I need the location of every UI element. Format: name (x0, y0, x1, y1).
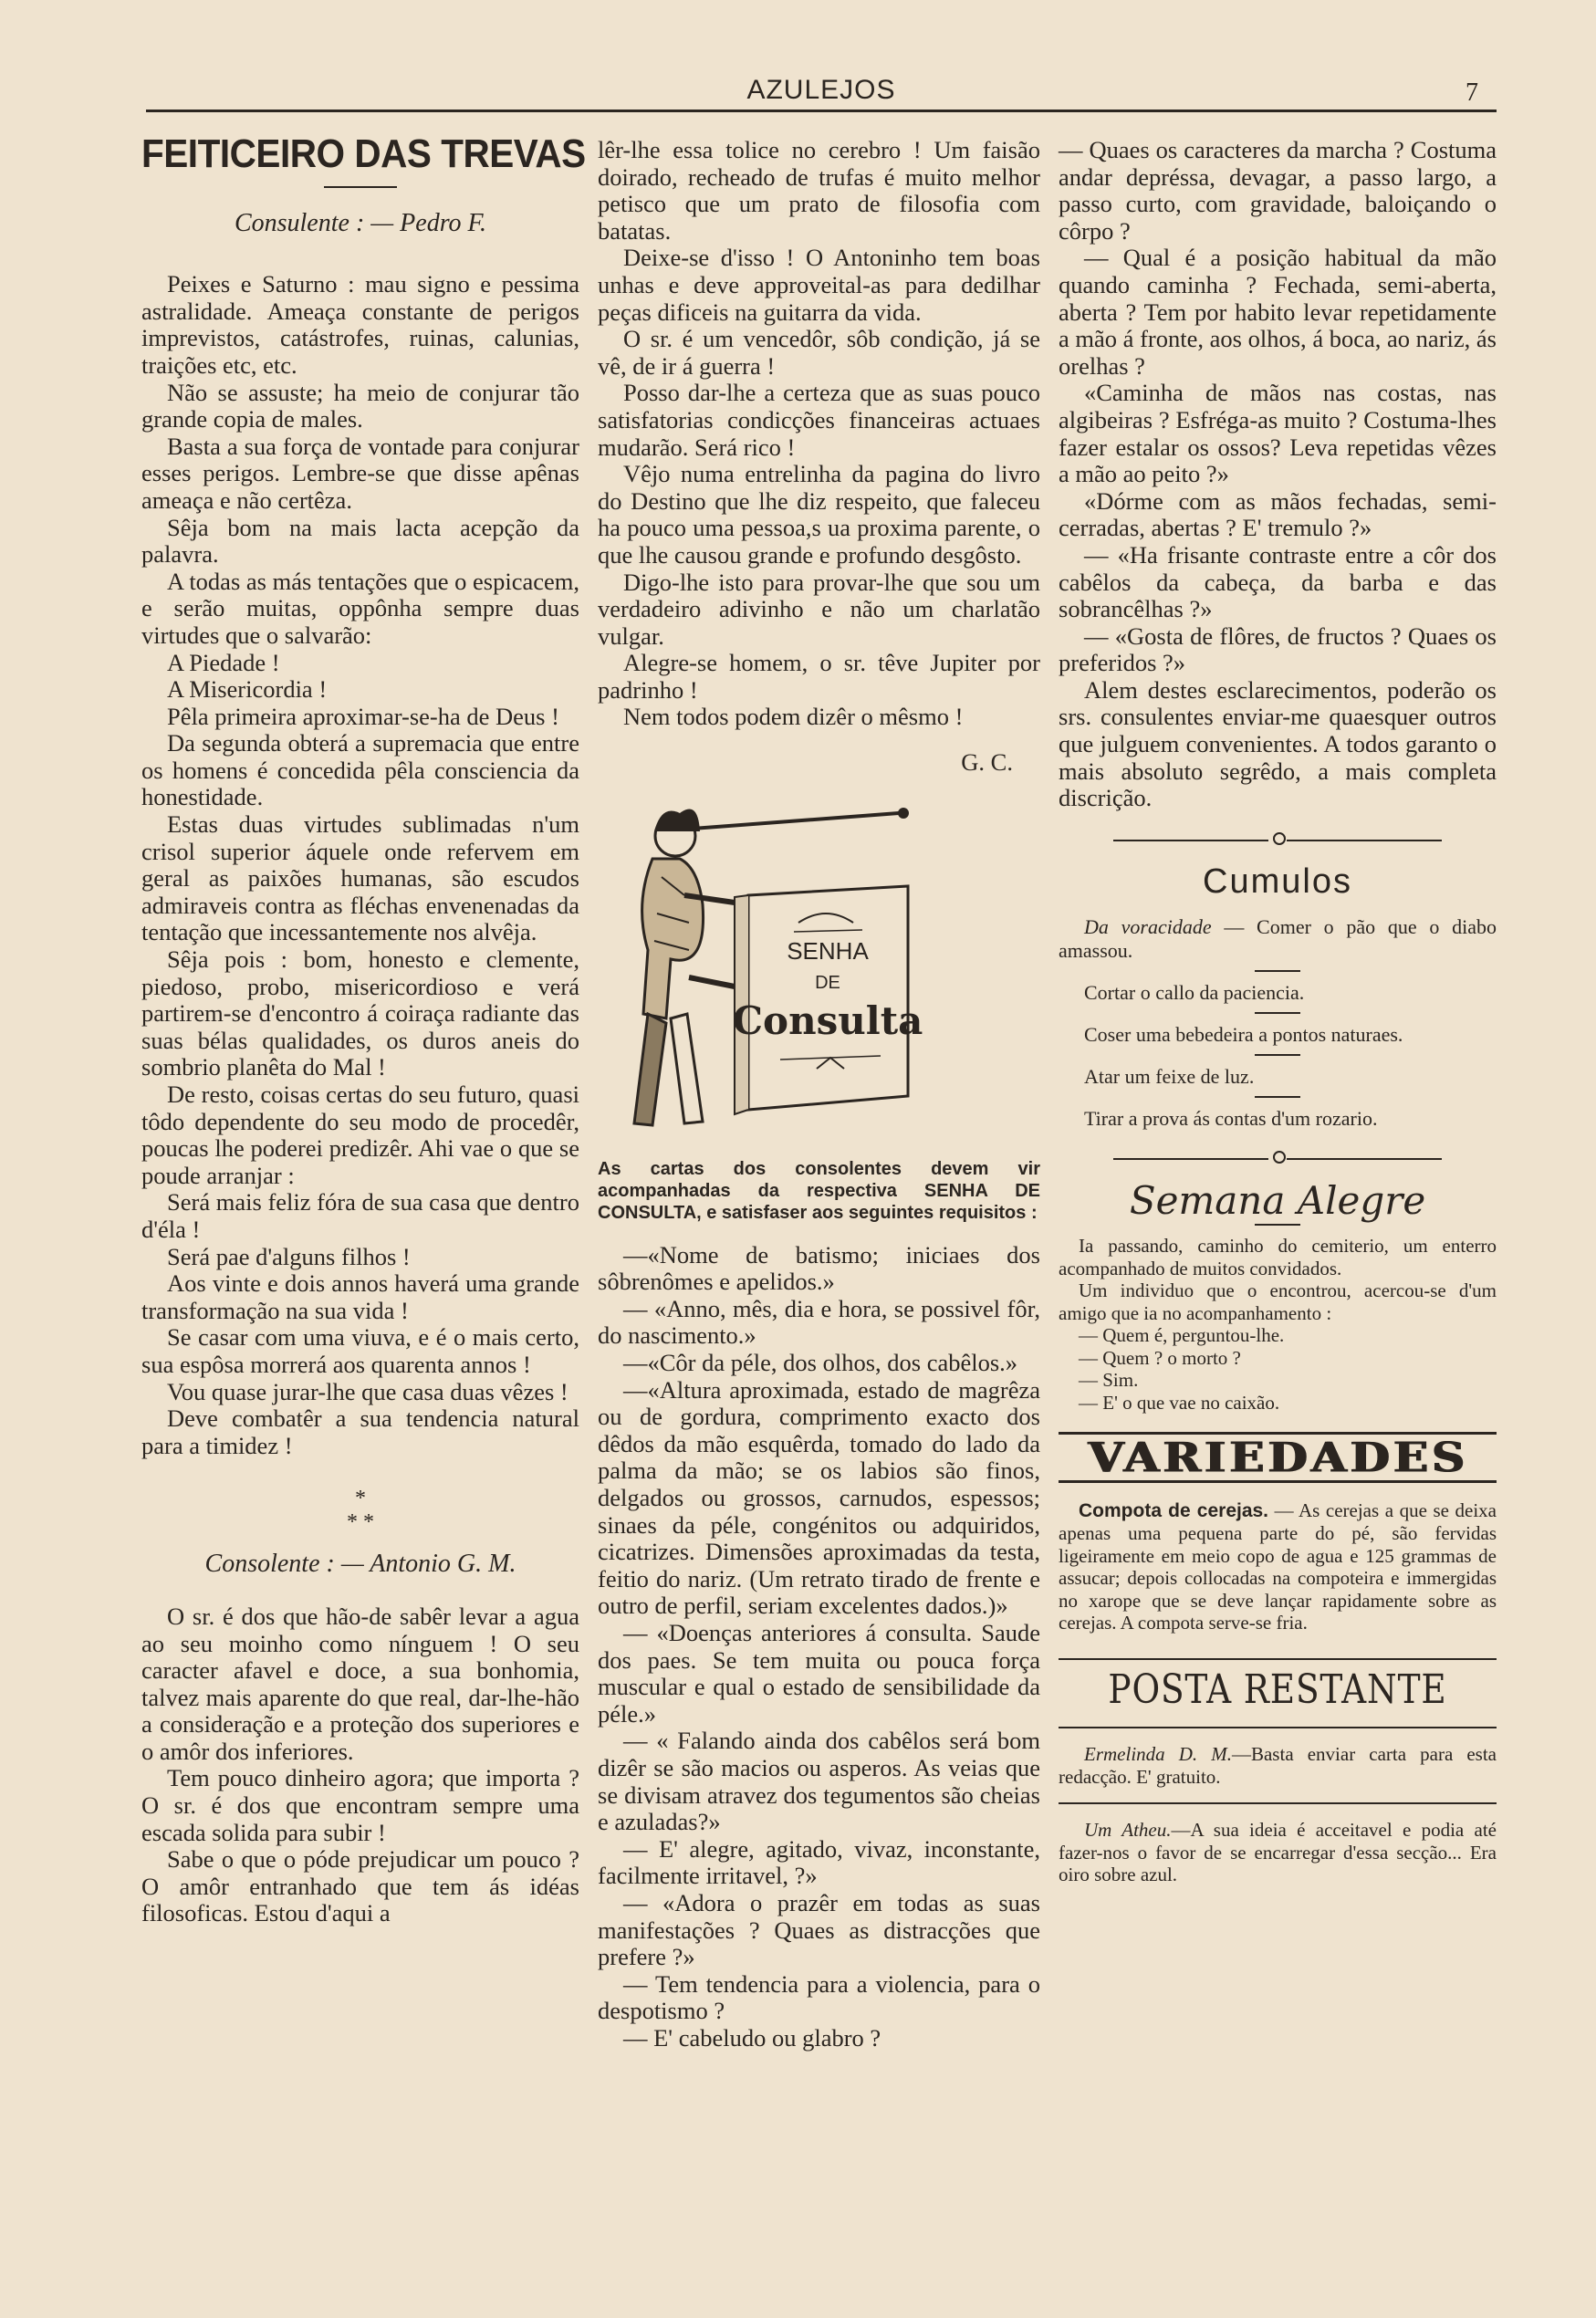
requisito: — Tem tendencia para a violencia, para o despotismo ? (598, 1969, 1040, 2025)
posta-text: —Basta enviar carta para esta redacção. E' gratuito. (1059, 1743, 1497, 1788)
horoscope-body-1 (141, 271, 579, 1459)
column-1 (141, 131, 586, 1927)
anecdote-line: — Quem ? o morto ? (1079, 1346, 1241, 1369)
requisito: — «Anno, mês, dia e hora, se possivel fôr, do nascimento.» (598, 1294, 1040, 1350)
page-number: 7 (1466, 78, 1478, 107)
requisito: —«Nome de batismo; iniciaes dos sôbrenômes e apelidos.» (598, 1240, 1040, 1296)
cumulos-item: Atar um feixe de luz. (1084, 1065, 1255, 1089)
divider (1059, 1658, 1497, 1660)
paragraph: De resto, coisas certas do seu futuro, quasi tôdo dependente do seu modo de procedêr, poucas lhe poderei predizêr. Ahi vae o que se poude arranjar : (141, 1081, 579, 1189)
illustration-line3: Consulta (732, 997, 923, 1043)
divider (1255, 970, 1300, 972)
horoscope-body-2 (141, 1603, 579, 1927)
signature: G. C. (961, 748, 1013, 777)
divider (324, 186, 397, 188)
semana-alegre-title: Semana Alegre (1129, 1178, 1426, 1224)
paragraph: «Dórme com as mãos fechadas, semi-cerradas, abertas ? E' tremulo ?» (1059, 486, 1497, 542)
paragraph: Se casar com uma viuva, e é o mais certo, sua espôsa morrerá aos quarenta annos ! (141, 1323, 579, 1378)
paragraph: Basta a sua força de vontade para conjurar esses perigos. Lembre-se que disse apênas ameaça e não certêza. (141, 432, 579, 514)
asterism-top: * (355, 1487, 366, 1511)
paragraph: Pêla primeira aproximar-se-ha de Deus ! (167, 702, 559, 730)
consulente-heading: Consulente : — Pedro F. (234, 208, 487, 237)
paragraph: — «Ha frisante contraste entre a côr dos cabêlos da cabeça, da barba e das sobrancêlhas ?» (1059, 540, 1497, 623)
anecdote-line: — Quem é, perguntou-lhe. (1079, 1324, 1285, 1347)
anecdote-line: Ia passando, caminho do cemiterio, um enterro acompanhado de muitos convidados. (1059, 1235, 1497, 1279)
compota-recipe (1059, 1499, 1497, 1634)
paragraph: Da segunda obterá a supremacia que entre os homens é concedida pêla consciencia da honestidade. (141, 729, 579, 811)
anecdote-line: Um individuo que o encontrou, acercou-se d'um amigo que ia no acompanhamento : (1059, 1279, 1497, 1324)
cumulos-item: Coser uma bebedeira a pontos naturaes. (1084, 1023, 1403, 1047)
compota-text: — As cerejas a que se deixa apenas uma pequena parte do pé, são fervidas ligeiramente em meio copo de agua e 125 grammas de assucar; depois collocadas na compoteira e immergidas no xarope que se deve lançar rapidamente sobre as cerejas. A compota serve-se fria. (1059, 1498, 1497, 1634)
compota-heading: Compota de cerejas. (1079, 1499, 1269, 1521)
cumulos-item: Cortar o callo da paciencia. (1084, 981, 1305, 1005)
paragraph: Sabe o que o póde prejudicar um pouco ? O amôr entranhado que tem ás idéas filosoficas. Estou d'aqui a (141, 1845, 579, 1927)
paragraph: Será mais feliz fóra de sua casa que dentro d'éla ! (141, 1188, 579, 1243)
paragraph: Será pae d'alguns filhos ! (167, 1242, 411, 1270)
cumulos-text: — Comer o pão que o diabo amassou. (1059, 915, 1497, 963)
cumulos-item (1059, 915, 1497, 963)
paragraph: Alegre-se homem, o sr. têve Jupiter por padrinho ! (598, 649, 1040, 704)
column-3 (1059, 137, 1497, 1886)
divider (1255, 1224, 1300, 1226)
paragraph: Deve combatêr a sua tendencia natural para a timidez ! (141, 1404, 579, 1459)
paragraph: A Piedade ! (167, 648, 280, 676)
paragraph: Aos vinte e dois annos haverá uma grande transformação na sua vida ! (141, 1269, 579, 1324)
paragraph: A todas as más tentações que o espicacem, e serão muitas, oppônha sempre duas virtudes que o salvarão: (141, 567, 579, 649)
cumulos-title: Cumulos (1203, 861, 1352, 901)
paragraph: Posso dar-lhe a certeza que as suas pouco satisfatorias condicções financeiras actuaes mudarão. Será rico ! (598, 379, 1040, 461)
posta-name: Um Atheu. (1084, 1819, 1172, 1842)
posta-name: Ermelinda D. M. (1084, 1743, 1232, 1766)
paragraph: O sr. é dos que hão-de sabêr levar a agua ao seu moinho como nínguem ! O seu caracter afavel e doce, a sua bonhomia, talvez mais aparente do que real, dar-lhe-hão a consideração e a proteção dos superiores e o amôr dos inferiores. (141, 1602, 579, 1765)
paragraph: Alem destes esclarecimentos, poderão os srs. consulentes enviar-me quaesquer outros que julguem convenientes. A todos garanto o mais absoluto segrêdo, a mais completa discrição. (1059, 675, 1497, 812)
paragraph: «Caminha de mãos nas costas, nas algibeiras ? Esfréga-as muito ? Costuma-lhes fazer estalar os ossos? Leva repetidas vêzes a mão ao peito ?» (1059, 379, 1497, 488)
paragraph: Vêjo numa entrelinha da pagina do livro do Destino que lhe diz respeito, que faleceu ha pouco uma pessoa,s ua proxima parente, o que lhe causou grande e profundo desgôsto. (598, 460, 1040, 569)
asterism-bottom: * * (347, 1510, 374, 1535)
requisito: — E' cabeludo ou glabro ? (623, 2023, 881, 2052)
divider (1255, 1096, 1300, 1098)
paragraph: Sêja pois : bom, honesto e clemente, piedoso, probo, misericordioso e verá partirem-se d'encontro á coiraça radiante das suas bélas qualidades, os duros aneis do sombrio planêta do Mal ! (141, 945, 579, 1081)
paragraph: A Misericordia ! (167, 675, 328, 704)
posta-text: —A sua ideia é acceitavel e podia até fazer-nos o favor de se encarregar d'essa secção... Era oiro sobre azul. (1059, 1819, 1497, 1886)
divider (1255, 1012, 1300, 1014)
paragraph: — «Gosta de flôres, de fructos ? Quaes os preferidos ?» (1059, 621, 1497, 677)
paragraph: Estas duas virtudes sublimadas n'um crisol superior áquele onde refervem em geral as paixões humanas, são escudos admiraveis contra as fléchas envenenadas da tentação que incessantemente nos alvêja. (141, 810, 579, 946)
senha-instructions: As cartas dos consolentes devem vir acompanhadas da respectiva SENHA DE CONSULTA, e satisfaser aos seguintes requisitos : (598, 1158, 1040, 1223)
requisito: —«Altura aproximada, estado de magrêza ou de gordura, comprimento exacto dos dêdos da mão esquêrda, tomado do lado da palma da mão; se os labios são finos, delgados ou grossos, carnudos, espessos; sinaes da péle, congénitos ou adquiridos, cicatrizes. Dimensões aproximadas da testa, feitio do nariz. (Um retrato tirado de frente e outro de perfil, seriam excelentes dados.)» (598, 1375, 1040, 1620)
ornamental-rule (1059, 827, 1497, 854)
paragraph: Sêja bom na mais lacta acepção da palavra. (141, 513, 579, 569)
requisito: — «Adora o prazêr em todas as suas manifestações ? Quaes as distracções que prefere ?» (598, 1888, 1040, 1971)
posta-item (1059, 1743, 1497, 1788)
paragraph: lêr-lhe essa tolice no cerebro ! Um faisão doirado, recheado de trufas é muito melhor petisco que um prato de filosofia com batatas. (598, 136, 1040, 245)
illustration-line2: DE (815, 972, 840, 993)
section-title: FEITICEIRO DAS TREVAS (141, 131, 586, 176)
anecdote-line: — E' o que vae no caixão. (1079, 1391, 1280, 1414)
ornamental-rule (1059, 1145, 1497, 1173)
paragraph: Vou quase jurar-lhe que casa duas vêzes ! (167, 1377, 569, 1405)
cumulos-item: Tirar a prova ás contas d'um rozario. (1084, 1107, 1378, 1131)
posta-restante-title: POSTA RESTANTE (1108, 1665, 1447, 1713)
senha-de-consulta-illustration (598, 795, 1027, 1142)
posta-item (1059, 1819, 1497, 1886)
paragraph: Peixes e Saturno : mau signo e pessima astralidade. Ameaça constante de perigos imprevistos, catástrofes, ruinas, calunias, traições etc, etc. (141, 270, 579, 379)
requisito: — «Doenças anteriores á consulta. Saude dos paes. Se tem muita ou pouca força muscular e qual o estado de sensibilidade da péle.» (598, 1618, 1040, 1728)
publication-title: AZULEJOS (746, 75, 896, 105)
paragraph: Nem todos podem dizêr o mêsmo ! (623, 703, 964, 731)
consulente-heading: Consolente : — Antonio G. M. (204, 1550, 516, 1579)
divider (1255, 1054, 1300, 1056)
paragraph: — Quaes os caracteres da marcha ? Costuma andar depréssa, devagar, a passo largo, a passo curto, com gravidade, baloiçando o côrpo ? (1059, 136, 1497, 245)
variedades-banner (1059, 1432, 1497, 1483)
illustration-line1: SENHA (787, 936, 869, 965)
paragraph: Digo-lhe isto para provar-lhe que sou um verdadeiro adivinho e não um charlatão vulgar. (598, 568, 1040, 650)
variedades-title: VARIEDADES (1087, 1433, 1468, 1482)
paragraph: O sr. é um vencedôr, sôb condição, já se vê, de ir á guerra ! (598, 325, 1040, 380)
paragraph: Tem pouco dinheiro agora; que importa ? O sr. é dos que encontram sempre uma escada solida para subir ! (141, 1764, 579, 1846)
column-2 (598, 137, 1040, 2052)
divider (1059, 1727, 1497, 1728)
paragraph: Não se assuste; ha meio de conjurar tão grande copia de males. (141, 378, 579, 433)
header-rule (146, 110, 1497, 112)
paragraph: Deixe-se d'isso ! O Antoninho tem boas unhas e deve approveital-as para dedilhar peças dificeis na guitarra da vida. (598, 244, 1040, 326)
cumulos-label: Da voracidade (1084, 915, 1212, 939)
requisito: — E' alegre, agitado, vivaz, inconstante, facilmente irritavel, ?» (598, 1834, 1040, 1890)
requisito: —«Côr da péle, dos olhos, dos cabêlos.» (623, 1349, 1018, 1377)
requisito: — « Falando ainda dos cabêlos será bom dizêr se são macios ou asperos. As veias que se divisam atravez dos tegumentos são cheias e azuladas?» (598, 1727, 1040, 1836)
jester-figure-icon (598, 795, 1027, 1142)
anecdote-line: — Sim. (1079, 1369, 1139, 1392)
paragraph: — Qual é a posição habitual da mão quando caminha ? Fechada, semi-aberta, aberta ? Tem por habito levar repetidamente a mão á fronte, aos olhos, á boca, ao nariz, ás orelhas ? (1059, 244, 1497, 380)
divider (1059, 1802, 1497, 1804)
asterism (141, 1487, 579, 1534)
